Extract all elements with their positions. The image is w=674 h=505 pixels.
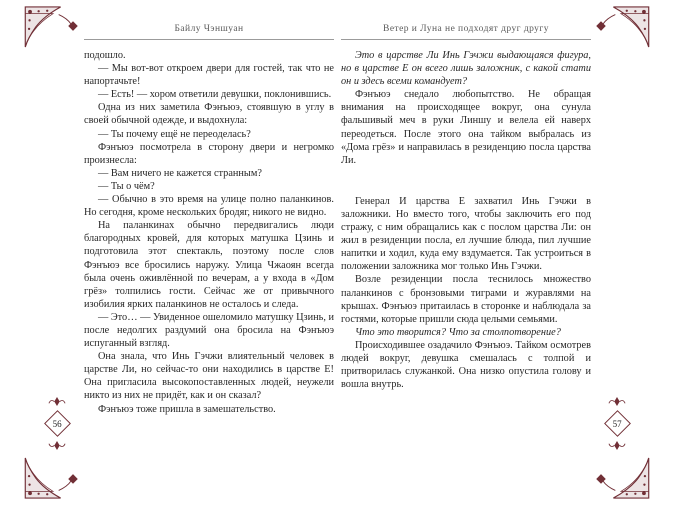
paragraph: — Вам ничего не кажется странным? [98, 167, 262, 179]
header-rule [341, 39, 591, 40]
page-number-left: 56 [44, 410, 71, 437]
page-left [84, 24, 334, 416]
paragraph: Возле резиденции посла теснилось множество паланкинов с бронзовыми тиграми и журавлями на крышах. Фэнъюэ притаилась в сторонке и наблюдала за гостями, которые пришли сюда целыми семьями. [341, 274, 591, 325]
flourish-icon [608, 440, 626, 451]
paragraph: — Есть! — хором ответили девушки, поклонившись. [98, 89, 332, 101]
paragraph: — Мы вот-вот откроем двери для гостей, так что не напортачьте! [84, 63, 334, 88]
paragraph: Генерал И царства Е захватил Инь Гэчжи в заложники. Но вместо того, чтобы заключить его под стражу, с ним обращались как с послом царства Ли: он жил в резиденции посла, ел лучшие блюда, пил лучшие напитки и ходил, куда ему вздумается. Так устроиться в положении заложника мог только Инь Гэчжи. [341, 195, 591, 273]
page-number-right: 57 [604, 410, 631, 437]
flourish-icon [608, 396, 626, 407]
paragraph: Происходившее озадачило Фэнъюэ. Тайком осмотрев людей вокруг, девушка смешалась с толпой и притворилась служанкой. Она низко опустила голову и вошла внутрь. [341, 339, 591, 391]
paragraph: Одна из них заметила Фэнъюэ, стоявшую в углу в своей обычной одежде, и выдохнула: [84, 102, 334, 127]
page-right [341, 24, 591, 391]
paragraph: Что это творится? Что за столпотворение? [355, 326, 561, 338]
paragraph: Она знала, что Инь Гэчжи влиятельный человек в царстве Ли, но сейчас-то они находились в царстве Е! Она пригласила высокопоставленных людей, неужели никто из них не придёт, как и он сказал? [84, 351, 334, 402]
corner-ornament-bottom-left-icon [24, 457, 80, 499]
flourish-icon [48, 440, 66, 451]
flourish-icon [48, 396, 66, 407]
paragraph: На паланкинах обычно передвигались люди благородных кровей, для которых матушка Цзинь и подготовила этот спектакль, поэтому после слов Фэнъюэ все бросились наружу. Улица Чжаоян всегда была очень оживлённой по вечерам, а у входа в «Дом грёз» толпились гости. Сейчас же от привычного изобилия ярких паланкинов не осталось и следа. [84, 220, 334, 310]
paragraph: — Ты о чём? [98, 180, 155, 192]
paragraph: Это в царстве Ли Инь Гэчжи выдающаяся фигура, но в царстве Е он всего лишь заложник, с какой стати он и здесь всеми командует? [341, 50, 591, 88]
paragraph: Фэнъюэ тоже пришла в замешательство. [98, 403, 276, 415]
paragraph: Фэнъюэ снедало любопытство. Не обращая внимания на происходящее вокруг, она сунула фальшивый меч в руки Линшу и велела ей наверх переодеться. После этого она тайком выбралась из «Дома грёз» и направилась в резиденцию посла царства Ли. [341, 89, 591, 166]
paragraph: — Это… — Увиденное ошеломило матушку Цзинь, и после недолгих раздумий она бросила на Фэнъюэ испуганный взгляд. [84, 311, 334, 350]
page-body-right [341, 49, 591, 391]
page-marker-left [40, 396, 74, 451]
header-rule [84, 39, 334, 40]
running-head-title: Ветер и Луна не подходят друг другу [383, 24, 549, 34]
corner-ornament-top-right-icon [594, 6, 650, 48]
corner-ornament-top-left-icon [24, 6, 80, 48]
corner-ornament-bottom-right-icon [594, 457, 650, 499]
page-marker-right [600, 396, 634, 451]
paragraph: — Ты почему ещё не переоделась? [98, 128, 251, 140]
paragraph: — Обычно в это время на улице полно паланкинов. Но сегодня, кроме нескольких бродяг, никого не видно. [84, 194, 334, 219]
page-body-left [84, 49, 334, 416]
paragraph: подошло. [84, 50, 126, 61]
paragraph: Фэнъюэ посмотрела в сторону двери и негромко произнесла: [84, 141, 334, 166]
running-head-author: Байлу Чэншуан [174, 24, 244, 34]
